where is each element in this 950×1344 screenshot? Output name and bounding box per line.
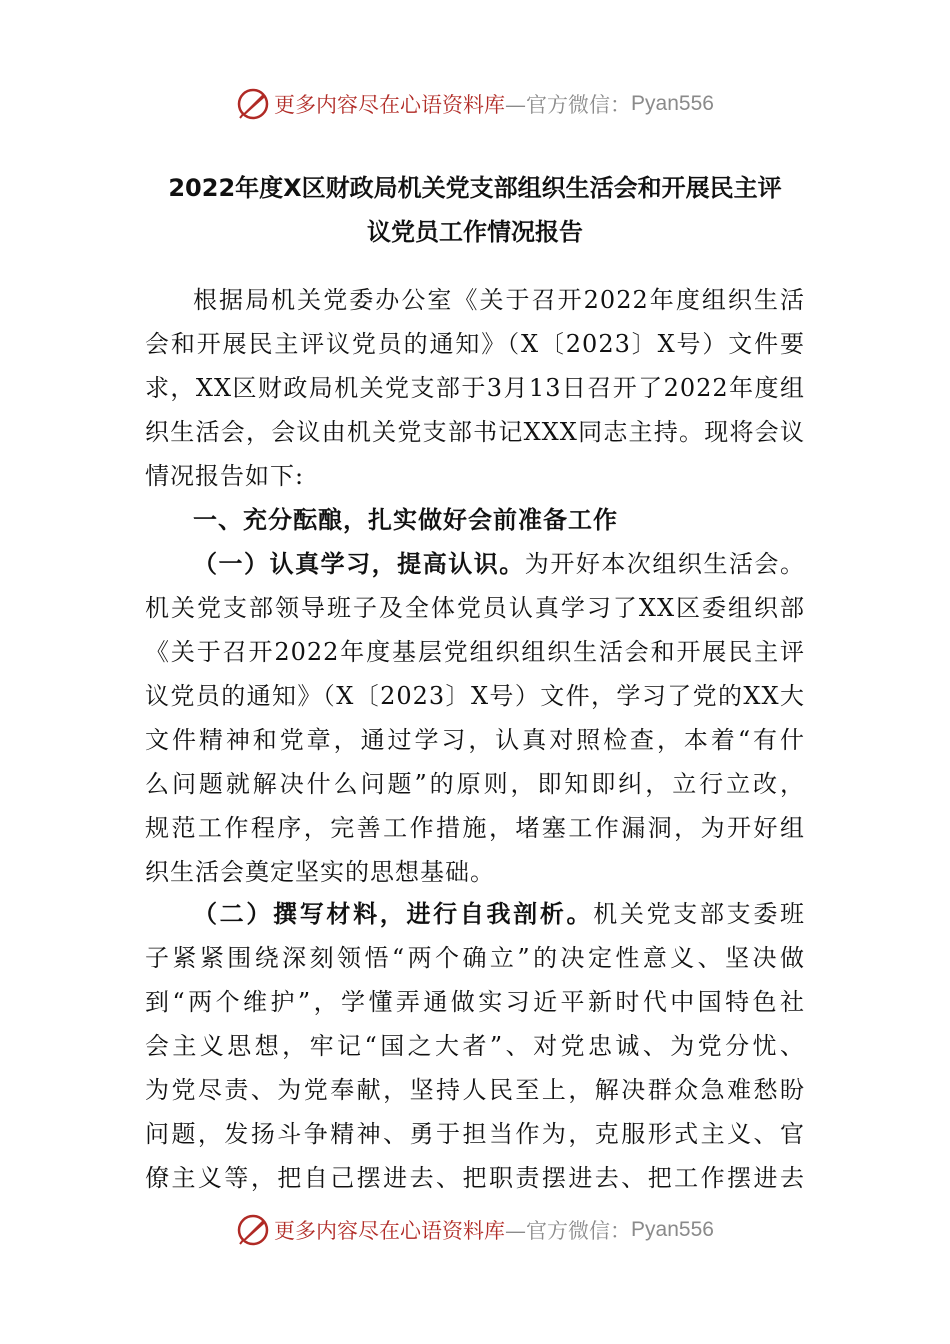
sub1-line-6: 么问题就解决什么问题”的原则，即知即纠，立行立改，	[145, 770, 805, 798]
intro-line-5: 情况报告如下:	[145, 462, 305, 490]
sub2-line-4: 会主义思想，牢记“国之大者”、对党忠诚、为党分忧、	[145, 1032, 805, 1060]
sub1-first-line	[193, 542, 805, 586]
document-title-line-1: 2022年度X区财政局机关党支部组织生活会和开展民主评	[168, 174, 782, 202]
banner-main-text: 更多内容尽在心语资料库	[274, 1219, 506, 1243]
document-title-line-2: 议党员工作情况报告	[367, 218, 583, 246]
sub2-line-7: 僚主义等，把自己摆进去、把职责摆进去、把工作摆进去	[145, 1164, 805, 1192]
section-1-heading: 一、充分酝酿，扎实做好会前准备工作	[193, 506, 618, 534]
sub1-line-4: 议党员的通知》（X〔2023〕X号）文件，学习了党的XX大	[145, 682, 805, 710]
sub2-title: （二）撰写材料，进行自我剖析。	[193, 900, 594, 928]
sub2-first-line	[193, 892, 805, 936]
intro-line-3: 求，XX区财政局机关党支部于3月13日召开了2022年度组	[145, 374, 805, 402]
quill-logo-icon	[236, 87, 270, 121]
sub1-title: （一）认真学习，提高认识。	[193, 550, 525, 578]
sub2-first-rest: 机关党支部支委班	[593, 900, 806, 928]
banner-sub-text: —官方微信：	[505, 93, 632, 117]
quill-logo-icon	[236, 1213, 270, 1247]
sub1-line-3: 《关于召开2022年度基层党组织组织生活会和开展民主评	[145, 638, 805, 666]
sub1-line-2: 机关党支部领导班子及全体党员认真学习了XX区委组织部	[145, 594, 805, 622]
sub2-line-3: 到“两个维护”，学懂弄通做实习近平新时代中国特色社	[145, 988, 805, 1016]
watermark-banner-top	[0, 82, 950, 126]
sub2-line-6: 问题，发扬斗争精神、勇于担当作为，克服形式主义、官	[145, 1120, 805, 1148]
banner-sub-text: —官方微信：	[505, 1219, 632, 1243]
banner-wechat-id: Pyan556	[631, 1218, 714, 1241]
banner-wechat-id: Pyan556	[631, 92, 714, 115]
sub1-first-rest: 为开好本次组织生活会。	[524, 550, 806, 578]
sub1-line-5: 文件精神和党章，通过学习，认真对照检查，本着“有什	[145, 726, 805, 754]
intro-line-4: 织生活会，会议由机关党支部书记XXX同志主持。现将会议	[145, 418, 805, 446]
sub2-line-2: 子紧紧围绕深刻领悟“两个确立”的决定性意义、坚决做	[145, 944, 805, 972]
sub1-line-8: 织生活会奠定坚实的思想基础。	[145, 858, 495, 886]
banner-main-text: 更多内容尽在心语资料库	[274, 93, 506, 117]
intro-line-2: 会和开展民主评议党员的通知》（X〔2023〕X号）文件要	[145, 330, 805, 358]
intro-line-1: 根据局机关党委办公室《关于召开2022年度组织生活	[193, 286, 805, 314]
sub1-line-7: 规范工作程序，完善工作措施，堵塞工作漏洞，为开好组	[145, 814, 805, 842]
watermark-banner-bottom	[0, 1208, 950, 1252]
sub2-line-5: 为党尽责、为党奉献，坚持人民至上，解决群众急难愁盼	[145, 1076, 805, 1104]
